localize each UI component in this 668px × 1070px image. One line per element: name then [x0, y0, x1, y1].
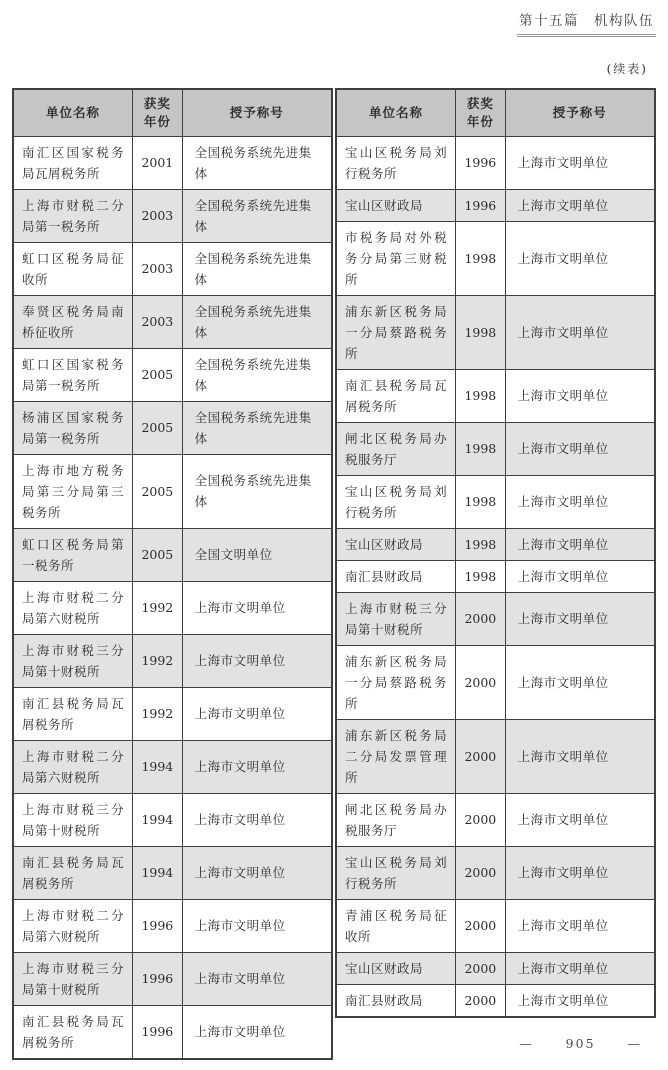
title-awarded-cell: 上海市文明单位: [505, 221, 655, 295]
title-awarded-cell: 全国税务系统先进集体: [182, 348, 332, 401]
header-unit-name: 单位名称: [336, 89, 456, 136]
table-row: [336, 560, 655, 592]
title-awarded-cell: 上海市文明单位: [182, 793, 332, 846]
award-year-cell: 1998: [456, 475, 505, 528]
title-awarded-cell: 上海市文明单位: [182, 952, 332, 1005]
unit-name-cell: 上海市财税三分局第十财税所: [13, 634, 133, 687]
unit-name-cell: 南汇区国家税务局瓦屑税务所: [13, 136, 133, 189]
unit-name-cell: 闸北区税务局办税服务厅: [336, 793, 456, 846]
title-awarded-cell: 全国文明单位: [182, 528, 332, 581]
title-awarded-cell: 上海市文明单位: [182, 634, 332, 687]
award-year-cell: 2005: [133, 401, 182, 454]
award-year-cell: 1992: [133, 634, 182, 687]
award-year-cell: 2003: [133, 295, 182, 348]
award-year-cell: 1998: [456, 422, 505, 475]
table-row: [13, 528, 332, 581]
unit-name-cell: 虹口区税务局征收所: [13, 242, 133, 295]
title-awarded-cell: 上海市文明单位: [505, 475, 655, 528]
title-awarded-cell: 上海市文明单位: [505, 422, 655, 475]
table-row: [336, 645, 655, 719]
award-year-cell: 1994: [133, 846, 182, 899]
award-year-cell: 1998: [456, 560, 505, 592]
title-awarded-cell: 上海市文明单位: [182, 846, 332, 899]
award-year-cell: 2001: [133, 136, 182, 189]
table-row: [336, 899, 655, 952]
unit-name-cell: 奉贤区税务局南桥征收所: [13, 295, 133, 348]
header-title-awarded: 授予称号: [505, 89, 655, 136]
unit-name-cell: 南汇县税务局瓦屑税务所: [336, 369, 456, 422]
title-awarded-cell: 上海市文明单位: [505, 369, 655, 422]
awards-table-right: [335, 88, 656, 1018]
award-year-cell: 2000: [456, 592, 505, 645]
unit-name-cell: 浦东新区税务局二分局发票管理所: [336, 719, 456, 793]
title-awarded-cell: 全国税务系统先进集体: [182, 454, 332, 528]
title-awarded-cell: 上海市文明单位: [505, 295, 655, 369]
table-row: [336, 295, 655, 369]
table-row: [336, 189, 655, 221]
title-awarded-cell: 上海市文明单位: [505, 592, 655, 645]
unit-name-cell: 青浦区税务局征收所: [336, 899, 456, 952]
table-row: [13, 581, 332, 634]
table-row: [336, 846, 655, 899]
award-year-cell: 1994: [133, 740, 182, 793]
award-year-cell: 2005: [133, 348, 182, 401]
table-row: [336, 369, 655, 422]
title-awarded-cell: 上海市文明单位: [182, 740, 332, 793]
unit-name-cell: 南汇县税务局瓦屑税务所: [13, 687, 133, 740]
title-awarded-cell: 全国税务系统先进集体: [182, 295, 332, 348]
table-row: [336, 952, 655, 984]
award-year-cell: 1996: [133, 899, 182, 952]
awards-table-left: [12, 88, 333, 1060]
table-row: [336, 528, 655, 560]
table-body-left: [13, 136, 332, 1059]
table-body-right: [336, 136, 655, 1017]
unit-name-cell: 宝山区税务局刘行税务所: [336, 475, 456, 528]
unit-name-cell: 上海市财税三分局第十财税所: [13, 793, 133, 846]
table-row: [13, 1005, 332, 1059]
title-awarded-cell: 全国税务系统先进集体: [182, 136, 332, 189]
unit-name-cell: 上海市财税三分局第十财税所: [336, 592, 456, 645]
award-year-cell: 1994: [133, 793, 182, 846]
table-row: [13, 454, 332, 528]
title-awarded-cell: 上海市文明单位: [505, 719, 655, 793]
unit-name-cell: 上海市地方税务局第三分局第三税务所: [13, 454, 133, 528]
award-year-cell: 2005: [133, 528, 182, 581]
table-row: [336, 475, 655, 528]
award-year-cell: 2000: [456, 984, 505, 1017]
title-awarded-cell: 上海市文明单位: [182, 1005, 332, 1059]
header-title-awarded: 授予称号: [182, 89, 332, 136]
award-year-cell: 1998: [456, 369, 505, 422]
unit-name-cell: 虹口区国家税务局第一税务所: [13, 348, 133, 401]
title-awarded-cell: 上海市文明单位: [505, 846, 655, 899]
unit-name-cell: 上海市财税三分局第十财税所: [13, 952, 133, 1005]
unit-name-cell: 宝山区税务局刘行税务所: [336, 136, 456, 189]
unit-name-cell: 宝山区财政局: [336, 189, 456, 221]
running-head: 第十五篇 机构队伍: [517, 9, 656, 37]
header-award-year: 获奖 年份: [456, 89, 505, 136]
table-row: [13, 189, 332, 242]
title-awarded-cell: 上海市文明单位: [182, 581, 332, 634]
title-awarded-cell: 上海市文明单位: [505, 645, 655, 719]
award-year-cell: 1998: [456, 528, 505, 560]
unit-name-cell: 上海市财税二分局第一税务所: [13, 189, 133, 242]
unit-name-cell: 杨浦区国家税务局第一税务所: [13, 401, 133, 454]
award-year-cell: 1996: [133, 952, 182, 1005]
unit-name-cell: 闸北区税务局办税服务厅: [336, 422, 456, 475]
unit-name-cell: 宝山区财政局: [336, 528, 456, 560]
table-row: [13, 136, 332, 189]
title-awarded-cell: 全国税务系统先进集体: [182, 189, 332, 242]
title-awarded-cell: 上海市文明单位: [505, 560, 655, 592]
award-year-cell: 1996: [133, 1005, 182, 1059]
table-row: [13, 793, 332, 846]
continued-table-note: (续表): [606, 62, 648, 76]
table-row: [336, 592, 655, 645]
unit-name-cell: 市税务局对外税务分局第三财税所: [336, 221, 456, 295]
title-awarded-cell: 上海市文明单位: [505, 528, 655, 560]
title-awarded-cell: 全国税务系统先进集体: [182, 401, 332, 454]
table-row: [13, 348, 332, 401]
unit-name-cell: 南汇县财政局: [336, 984, 456, 1017]
unit-name-cell: 宝山区税务局刘行税务所: [336, 846, 456, 899]
table-row: [13, 295, 332, 348]
unit-name-cell: 南汇县财政局: [336, 560, 456, 592]
header-unit-name: 单位名称: [13, 89, 133, 136]
unit-name-cell: 上海市财税二分局第六财税所: [13, 899, 133, 952]
table-row: [13, 687, 332, 740]
table-row: [336, 793, 655, 846]
awards-table: [12, 88, 656, 1060]
table-header-row: [336, 89, 655, 136]
table-row: [336, 719, 655, 793]
unit-name-cell: 南汇县税务局瓦屑税务所: [13, 846, 133, 899]
unit-name-cell: 浦东新区税务局一分局蔡路税务所: [336, 295, 456, 369]
title-awarded-cell: 全国税务系统先进集体: [182, 242, 332, 295]
award-year-cell: 1996: [456, 189, 505, 221]
award-year-cell: 2000: [456, 719, 505, 793]
header-award-year: 获奖 年份: [133, 89, 182, 136]
title-awarded-cell: 上海市文明单位: [505, 189, 655, 221]
title-awarded-cell: 上海市文明单位: [505, 899, 655, 952]
unit-name-cell: 上海市财税二分局第六财税所: [13, 581, 133, 634]
title-awarded-cell: 上海市文明单位: [182, 687, 332, 740]
table-row: [336, 422, 655, 475]
title-awarded-cell: 上海市文明单位: [505, 952, 655, 984]
table-row: [13, 401, 332, 454]
award-year-cell: 1998: [456, 221, 505, 295]
award-year-cell: 1992: [133, 687, 182, 740]
award-year-cell: 2005: [133, 454, 182, 528]
award-year-cell: 2000: [456, 793, 505, 846]
unit-name-cell: 上海市财税二分局第六财税所: [13, 740, 133, 793]
table-row: [13, 899, 332, 952]
award-year-cell: 1998: [456, 295, 505, 369]
award-year-cell: 2000: [456, 645, 505, 719]
award-year-cell: 1992: [133, 581, 182, 634]
unit-name-cell: 浦东新区税务局一分局蔡路税务所: [336, 645, 456, 719]
award-year-cell: 2003: [133, 189, 182, 242]
table-header-row: [13, 89, 332, 136]
award-year-cell: 2000: [456, 952, 505, 984]
table-row: [336, 136, 655, 189]
table-row: [13, 242, 332, 295]
page-number: — 905 —: [519, 1036, 642, 1051]
table-row: [13, 634, 332, 687]
award-year-cell: 2000: [456, 846, 505, 899]
table-row: [336, 984, 655, 1017]
award-year-cell: 2000: [456, 899, 505, 952]
unit-name-cell: 虹口区税务局第一税务所: [13, 528, 133, 581]
table-row: [336, 221, 655, 295]
title-awarded-cell: 上海市文明单位: [505, 793, 655, 846]
title-awarded-cell: 上海市文明单位: [505, 984, 655, 1017]
table-row: [13, 846, 332, 899]
title-awarded-cell: 上海市文明单位: [505, 136, 655, 189]
table-row: [13, 952, 332, 1005]
unit-name-cell: 宝山区财政局: [336, 952, 456, 984]
unit-name-cell: 南汇县税务局瓦屑税务所: [13, 1005, 133, 1059]
title-awarded-cell: 上海市文明单位: [182, 899, 332, 952]
award-year-cell: 1996: [456, 136, 505, 189]
table-row: [13, 740, 332, 793]
award-year-cell: 2003: [133, 242, 182, 295]
